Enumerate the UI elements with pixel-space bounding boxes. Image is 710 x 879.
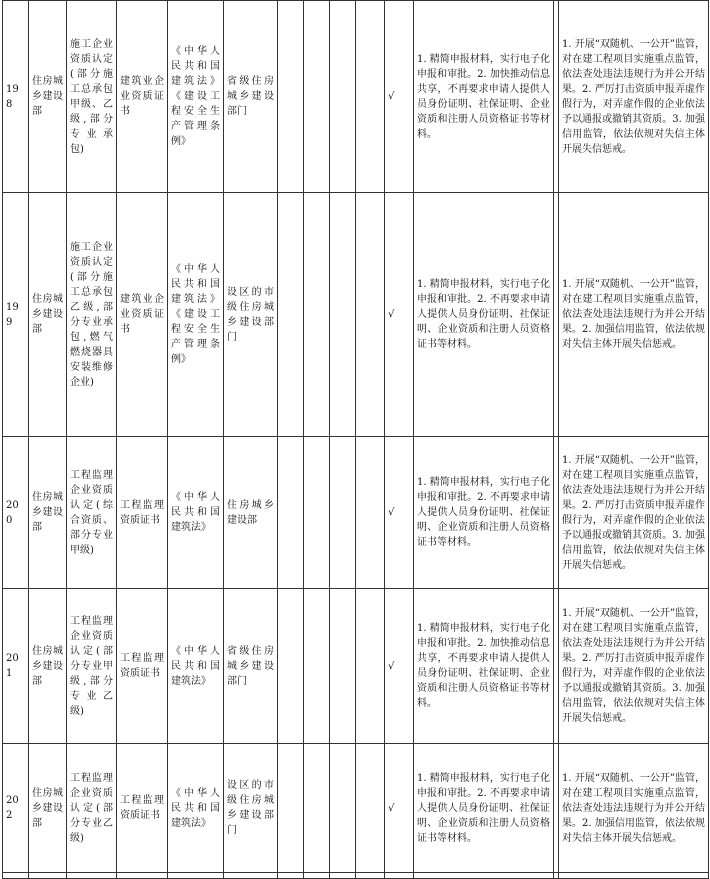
empty-cell [356, 589, 385, 744]
empty-cell [356, 437, 385, 589]
empty-cell [356, 873, 385, 879]
empty-cell [67, 873, 117, 879]
table-row [3, 193, 709, 437]
empty-cell [356, 1, 385, 193]
empty-cell [559, 873, 709, 879]
empty-cell [304, 437, 330, 589]
table-row [3, 437, 709, 589]
supervision-measures-cell: 1. 开展“双随机、一公开”监管，对在建工程项目实施重点监管，依法查处违法违规行为并公开结果。2. 严厉打击资质申报弄虚作假行为，对弄虚作假的企业依法予以通报或撤销其资质。3. 加强信用监管，依法依规对失信主体开展失信惩戒。 [559, 589, 709, 744]
department-cell: 住房城乡建设部 [29, 193, 67, 437]
check-mark: √ [385, 1, 414, 193]
department-cell: 住房城乡建设部 [29, 589, 67, 744]
item-name-cell: 工程监理企业资质认定(部分专业乙级) [67, 744, 117, 873]
reform-measures-cell: 1. 精简申报材料，实行电子化申报和审批。2. 加快推动信息共享，不再要求申请人提供人员身份证明、社保证明、企业资质和注册人员资格证书等材料。 [414, 1, 554, 193]
empty-cell [330, 437, 356, 589]
empty-cell [330, 873, 356, 879]
empty-cell [278, 744, 304, 873]
empty-cell [330, 744, 356, 873]
empty-cell [330, 589, 356, 744]
authority-cell: 设区的市级住房城乡建设部门 [224, 193, 278, 437]
empty-cell [117, 873, 168, 879]
item-name-cell: 工程监理企业资质认定(部分专业甲级,部分专业乙级) [67, 589, 117, 744]
check-mark: √ [385, 589, 414, 744]
reform-measures-cell: 1. 精简申报材料，实行电子化申报和审批。2. 不再要求申请人提供人员身份证明、社保证明、企业资质和注册人员资格证书等材料。 [414, 744, 554, 873]
row-number: 200 [3, 437, 29, 589]
empty-cell [304, 744, 330, 873]
empty-cell [414, 873, 554, 879]
empty-cell [278, 1, 304, 193]
empty-cell [278, 589, 304, 744]
certificate-cell: 工程监理资质证书 [117, 589, 168, 744]
authority-cell: 住房城乡建设部 [224, 437, 278, 589]
row-number: 202 [3, 744, 29, 873]
certificate-cell: 建筑业企业资质证书 [117, 193, 168, 437]
empty-cell [385, 873, 414, 879]
empty-cell [168, 873, 224, 879]
empty-cell [29, 873, 67, 879]
table-row [3, 1, 709, 193]
certificate-cell: 建筑业企业资质证书 [117, 1, 168, 193]
row-number: 198 [3, 1, 29, 193]
reform-measures-cell: 1. 精简申报材料，实行电子化申报和审批。2. 加快推动信息共享，不再要求申请人提供人员身份证明、社保证明、企业资质和注册人员资格证书等材料。 [414, 589, 554, 744]
item-name-cell: 工程监理企业资质认定(综合资质、部分专业甲级) [67, 437, 117, 589]
legal-basis-cell: 《中华人民共和国建筑法》《建设工程安全生产管理条例》 [168, 193, 224, 437]
table-row [3, 744, 709, 873]
empty-cell [304, 193, 330, 437]
supervision-measures-cell: 1. 开展“双随机、一公开”监管，对在建工程项目实施重点监管，依法查处违法违规行为并公开结果。2. 加强信用监管，依法依规对失信主体开展失信惩戒。 [559, 193, 709, 437]
check-mark: √ [385, 437, 414, 589]
permit-reform-table [2, 0, 709, 879]
supervision-measures-cell: 1. 开展“双随机、一公开”监管，对在建工程项目实施重点监管，依法查处违法违规行为并公开结果。2. 严厉打击资质申报弄虚作假行为，对弄虚作假的企业依法予以通报或撤销其资质。3. 加强信用监管，依法依规对失信主体开展失信惩戒。 [559, 437, 709, 589]
empty-cell [224, 873, 278, 879]
check-mark: √ [385, 744, 414, 873]
legal-basis-cell: 《中华人民共和国建筑法》 [168, 437, 224, 589]
authority-cell: 省级住房城乡建设部门 [224, 589, 278, 744]
legal-basis-cell: 《中华人民共和国建筑法》 [168, 744, 224, 873]
row-number: 199 [3, 193, 29, 437]
empty-cell [278, 193, 304, 437]
reform-measures-cell: 1. 精简申报材料，实行电子化申报和审批。2. 不再要求申请人提供人员身份证明、社保证明、企业资质和注册人员资格证书等材料。 [414, 437, 554, 589]
authority-cell: 省级住房城乡建设部门 [224, 1, 278, 193]
empty-cell [330, 1, 356, 193]
legal-basis-cell: 《中华人民共和国建筑法》《建设工程安全生产管理条例》 [168, 1, 224, 193]
table-row [3, 589, 709, 744]
certificate-cell: 工程监理资质证书 [117, 744, 168, 873]
department-cell: 住房城乡建设部 [29, 437, 67, 589]
table-row-partial [3, 873, 709, 879]
empty-cell [304, 1, 330, 193]
supervision-measures-cell: 1. 开展“双随机、一公开”监管，对在建工程项目实施重点监管，依法查处违法违规行为并公开结果。2. 严厉打击资质申报弄虚作假行为，对弄虚作假的企业依法予以通报或撤销其资质。3. 加强信用监管，依法依规对失信主体开展失信惩戒。 [559, 1, 709, 193]
check-mark: √ [385, 193, 414, 437]
empty-cell [3, 873, 29, 879]
empty-cell [304, 873, 330, 879]
row-number: 201 [3, 589, 29, 744]
supervision-measures-cell: 1. 开展“双随机、一公开”监管，对在建工程项目实施重点监管，依法查处违法违规行为并公开结果。2. 加强信用监管，依法依规对失信主体开展失信惩戒。 [559, 744, 709, 873]
empty-cell [356, 193, 385, 437]
department-cell: 住房城乡建设部 [29, 744, 67, 873]
empty-cell [278, 437, 304, 589]
empty-cell [278, 873, 304, 879]
legal-basis-cell: 《中华人民共和国建筑法》 [168, 589, 224, 744]
empty-cell [304, 589, 330, 744]
certificate-cell: 工程监理资质证书 [117, 437, 168, 589]
department-cell: 住房城乡建设部 [29, 1, 67, 193]
item-name-cell: 施工企业资质认定(部分施工总承包甲级、乙级,部分专业承包) [67, 1, 117, 193]
item-name-cell: 施工企业资质认定(部分施工总承包乙级,部分专业承包,燃气燃烧器具安装维修企业) [67, 193, 117, 437]
empty-cell [330, 193, 356, 437]
empty-cell [356, 744, 385, 873]
reform-measures-cell: 1. 精简申报材料，实行电子化申报和审批。2. 不再要求申请人提供人员身份证明、社保证明、企业资质和注册人员资格证书等材料。 [414, 193, 554, 437]
authority-cell: 设区的市级住房城乡建设部门 [224, 744, 278, 873]
